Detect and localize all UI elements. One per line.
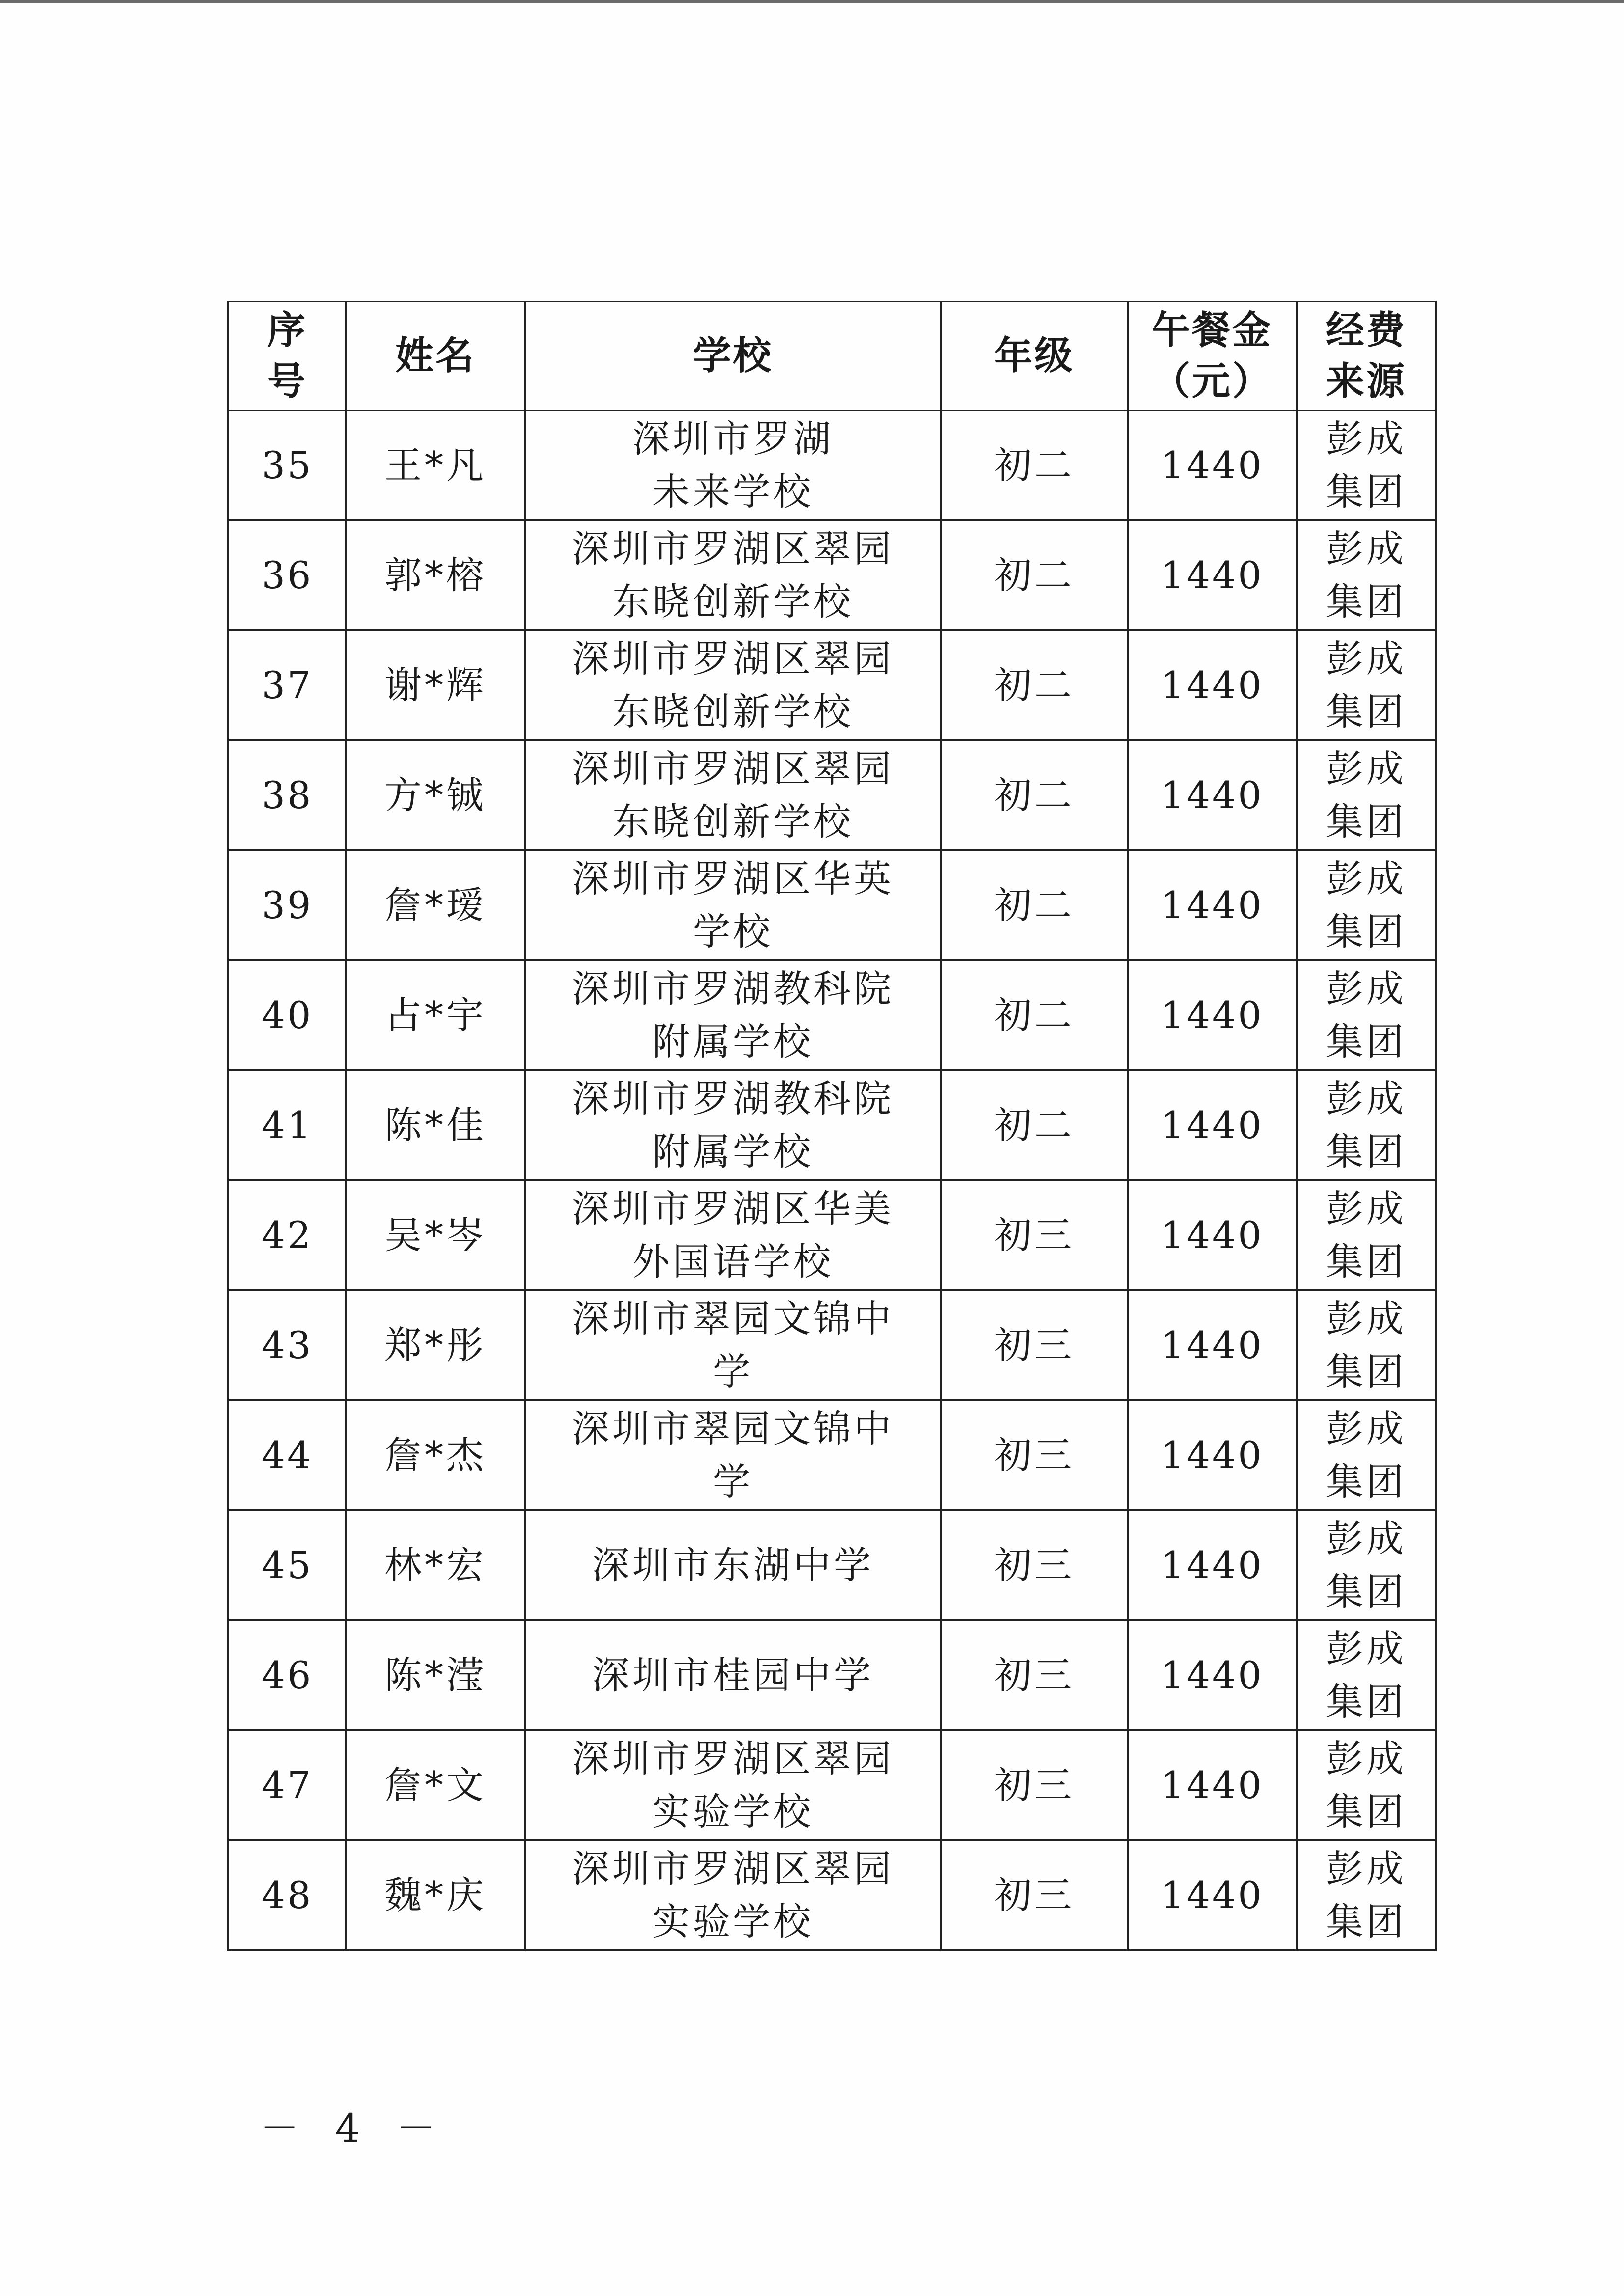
cell-funding-source-line: 集团 xyxy=(1326,800,1407,844)
table-row xyxy=(228,960,1436,1070)
header-name: 姓名 xyxy=(346,301,525,410)
cell-school-line: 附属学校 xyxy=(652,1130,813,1174)
cell-school-line: 深圳市罗湖教科院 xyxy=(572,967,894,1011)
cell-no: 45 xyxy=(228,1510,346,1620)
header-amount: 午餐金 （元） xyxy=(1128,301,1297,410)
cell-funding-source-line: 集团 xyxy=(1326,1460,1407,1503)
header-grade: 年级 xyxy=(941,301,1128,410)
cell-school-line: 深圳市罗湖区华英 xyxy=(572,857,894,901)
cell-grade: 初三 xyxy=(941,1730,1128,1840)
cell-funding-source-line: 彭成 xyxy=(1326,747,1407,791)
cell-school-line: 未来学校 xyxy=(652,470,813,514)
cell-grade: 初三 xyxy=(941,1620,1128,1730)
cell-school-line: 深圳市罗湖区翠园 xyxy=(572,1847,894,1890)
cell-funding-source-line: 集团 xyxy=(1326,910,1407,954)
cell-grade: 初二 xyxy=(941,740,1128,850)
cell-school-line: 东晓创新学校 xyxy=(612,690,854,734)
cell-no: 44 xyxy=(228,1400,346,1510)
cell-grade: 初三 xyxy=(941,1180,1128,1290)
table-row xyxy=(228,1620,1436,1730)
cell-funding-source-line: 彭成 xyxy=(1326,1517,1407,1560)
cell-funding-source-line: 集团 xyxy=(1326,1350,1407,1394)
cell-amount: 1440 xyxy=(1128,850,1297,960)
cell-name: 吴*岑 xyxy=(346,1180,525,1290)
cell-amount: 1440 xyxy=(1128,630,1297,740)
cell-name: 陈*滢 xyxy=(346,1620,525,1730)
cell-funding-source xyxy=(1297,1290,1436,1400)
cell-no: 48 xyxy=(228,1840,346,1950)
cell-funding-source-line: 彭成 xyxy=(1326,417,1407,461)
cell-school-line: 深圳市罗湖区华美 xyxy=(572,1187,894,1230)
cell-funding-source xyxy=(1297,1180,1436,1290)
cell-funding-source-line: 集团 xyxy=(1326,1570,1407,1613)
cell-funding-source-line: 集团 xyxy=(1326,1240,1407,1284)
cell-funding-source-line: 彭成 xyxy=(1326,1187,1407,1230)
cell-school-line: 学 xyxy=(713,1350,753,1394)
cell-school-line: 深圳市罗湖教科院 xyxy=(572,1077,894,1121)
cell-grade: 初二 xyxy=(941,960,1128,1070)
cell-funding-source-line: 集团 xyxy=(1326,1900,1407,1943)
cell-amount: 1440 xyxy=(1128,740,1297,850)
cell-grade: 初三 xyxy=(941,1400,1128,1510)
cell-school xyxy=(525,1510,941,1620)
cell-name: 郑*彤 xyxy=(346,1290,525,1400)
cell-amount: 1440 xyxy=(1128,1070,1297,1180)
cell-funding-source xyxy=(1297,1620,1436,1730)
cell-no: 43 xyxy=(228,1290,346,1400)
cell-school-line: 深圳市桂园中学 xyxy=(592,1653,874,1697)
table-row xyxy=(228,740,1436,850)
cell-amount: 1440 xyxy=(1128,520,1297,630)
cell-name: 詹*瑷 xyxy=(346,850,525,960)
cell-grade: 初二 xyxy=(941,520,1128,630)
header-funding-source: 经费 来源 xyxy=(1297,301,1436,410)
cell-funding-source xyxy=(1297,850,1436,960)
cell-school-line: 附属学校 xyxy=(652,1020,813,1064)
cell-school xyxy=(525,1620,941,1730)
cell-amount: 1440 xyxy=(1128,1620,1297,1730)
cell-grade: 初三 xyxy=(941,1840,1128,1950)
scan-top-edge xyxy=(0,0,1624,3)
cell-funding-source-line: 集团 xyxy=(1326,1680,1407,1723)
cell-funding-source-line: 彭成 xyxy=(1326,1847,1407,1890)
cell-funding-source-line: 彭成 xyxy=(1326,637,1407,681)
cell-funding-source-line: 集团 xyxy=(1326,1130,1407,1174)
table-header-row xyxy=(228,301,1436,410)
cell-school xyxy=(525,960,941,1070)
cell-funding-source-line: 彭成 xyxy=(1326,1297,1407,1340)
cell-grade: 初二 xyxy=(941,630,1128,740)
cell-school-line: 深圳市罗湖区翠园 xyxy=(572,637,894,681)
cell-school-line: 学校 xyxy=(693,910,773,954)
cell-no: 38 xyxy=(228,740,346,850)
cell-no: 39 xyxy=(228,850,346,960)
cell-name: 方*铖 xyxy=(346,740,525,850)
table-row xyxy=(228,410,1436,520)
page-number: － 4 － xyxy=(260,2105,447,2151)
cell-name: 林*宏 xyxy=(346,1510,525,1620)
cell-funding-source xyxy=(1297,1070,1436,1180)
table-row xyxy=(228,630,1436,740)
cell-grade: 初三 xyxy=(941,1510,1128,1620)
cell-school-line: 深圳市罗湖区翠园 xyxy=(572,527,894,571)
cell-no: 42 xyxy=(228,1180,346,1290)
cell-name: 占*宇 xyxy=(346,960,525,1070)
lunch-subsidy-table xyxy=(227,301,1437,1951)
cell-name: 詹*文 xyxy=(346,1730,525,1840)
table-row xyxy=(228,1070,1436,1180)
cell-school xyxy=(525,1730,941,1840)
cell-funding-source xyxy=(1297,740,1436,850)
cell-no: 47 xyxy=(228,1730,346,1840)
table-row xyxy=(228,850,1436,960)
cell-name: 陈*佳 xyxy=(346,1070,525,1180)
table-row xyxy=(228,1730,1436,1840)
cell-school-line: 实验学校 xyxy=(652,1900,813,1943)
cell-grade: 初二 xyxy=(941,410,1128,520)
cell-school xyxy=(525,850,941,960)
table-row xyxy=(228,1840,1436,1950)
cell-funding-source-line: 彭成 xyxy=(1326,857,1407,901)
cell-name: 郭*榕 xyxy=(346,520,525,630)
cell-no: 37 xyxy=(228,630,346,740)
table-row xyxy=(228,1400,1436,1510)
cell-name: 谢*辉 xyxy=(346,630,525,740)
cell-funding-source-line: 彭成 xyxy=(1326,1407,1407,1450)
cell-funding-source-line: 彭成 xyxy=(1326,1737,1407,1780)
cell-school-line: 深圳市东湖中学 xyxy=(592,1543,874,1587)
cell-funding-source xyxy=(1297,1510,1436,1620)
cell-funding-source xyxy=(1297,960,1436,1070)
cell-school-line: 深圳市翠园文锦中 xyxy=(572,1297,894,1340)
cell-amount: 1440 xyxy=(1128,1730,1297,1840)
cell-funding-source xyxy=(1297,520,1436,630)
cell-school-line: 学 xyxy=(713,1460,753,1503)
cell-funding-source xyxy=(1297,410,1436,520)
cell-school xyxy=(525,1290,941,1400)
cell-school xyxy=(525,630,941,740)
cell-school xyxy=(525,1180,941,1290)
cell-no: 35 xyxy=(228,410,346,520)
cell-amount: 1440 xyxy=(1128,1510,1297,1620)
cell-school-line: 深圳市罗湖 xyxy=(632,417,834,461)
cell-school-line: 外国语学校 xyxy=(632,1240,834,1284)
cell-no: 41 xyxy=(228,1070,346,1180)
cell-funding-source xyxy=(1297,1400,1436,1510)
table-row xyxy=(228,520,1436,630)
cell-funding-source-line: 彭成 xyxy=(1326,527,1407,571)
cell-amount: 1440 xyxy=(1128,960,1297,1070)
table-row xyxy=(228,1290,1436,1400)
cell-school xyxy=(525,410,941,520)
cell-funding-source xyxy=(1297,630,1436,740)
cell-grade: 初三 xyxy=(941,1290,1128,1400)
header-school: 学校 xyxy=(525,301,941,410)
table-row xyxy=(228,1180,1436,1290)
cell-school xyxy=(525,520,941,630)
cell-funding-source-line: 彭成 xyxy=(1326,1077,1407,1121)
cell-funding-source-line: 彭成 xyxy=(1326,1627,1407,1670)
cell-school xyxy=(525,740,941,850)
cell-funding-source xyxy=(1297,1840,1436,1950)
cell-name: 詹*杰 xyxy=(346,1400,525,1510)
cell-school-line: 深圳市翠园文锦中 xyxy=(572,1407,894,1450)
cell-amount: 1440 xyxy=(1128,1290,1297,1400)
cell-no: 46 xyxy=(228,1620,346,1730)
cell-amount: 1440 xyxy=(1128,1840,1297,1950)
cell-school-line: 东晓创新学校 xyxy=(612,580,854,624)
cell-funding-source-line: 集团 xyxy=(1326,470,1407,514)
cell-amount: 1440 xyxy=(1128,410,1297,520)
cell-grade: 初二 xyxy=(941,1070,1128,1180)
cell-funding-source-line: 彭成 xyxy=(1326,967,1407,1011)
header-no: 序 号 xyxy=(228,301,346,410)
cell-funding-source-line: 集团 xyxy=(1326,580,1407,624)
cell-school-line: 深圳市罗湖区翠园 xyxy=(572,747,894,791)
cell-name: 王*凡 xyxy=(346,410,525,520)
cell-school xyxy=(525,1400,941,1510)
cell-funding-source xyxy=(1297,1730,1436,1840)
cell-funding-source-line: 集团 xyxy=(1326,690,1407,734)
cell-no: 36 xyxy=(228,520,346,630)
cell-school-line: 实验学校 xyxy=(652,1790,813,1833)
cell-school-line: 东晓创新学校 xyxy=(612,800,854,844)
cell-amount: 1440 xyxy=(1128,1180,1297,1290)
cell-grade: 初二 xyxy=(941,850,1128,960)
cell-name: 魏*庆 xyxy=(346,1840,525,1950)
cell-school-line: 深圳市罗湖区翠园 xyxy=(572,1737,894,1780)
cell-school xyxy=(525,1840,941,1950)
cell-school xyxy=(525,1070,941,1180)
table-row xyxy=(228,1510,1436,1620)
cell-amount: 1440 xyxy=(1128,1400,1297,1510)
cell-funding-source-line: 集团 xyxy=(1326,1790,1407,1833)
table-body xyxy=(228,410,1436,1950)
cell-no: 40 xyxy=(228,960,346,1070)
cell-funding-source-line: 集团 xyxy=(1326,1020,1407,1064)
